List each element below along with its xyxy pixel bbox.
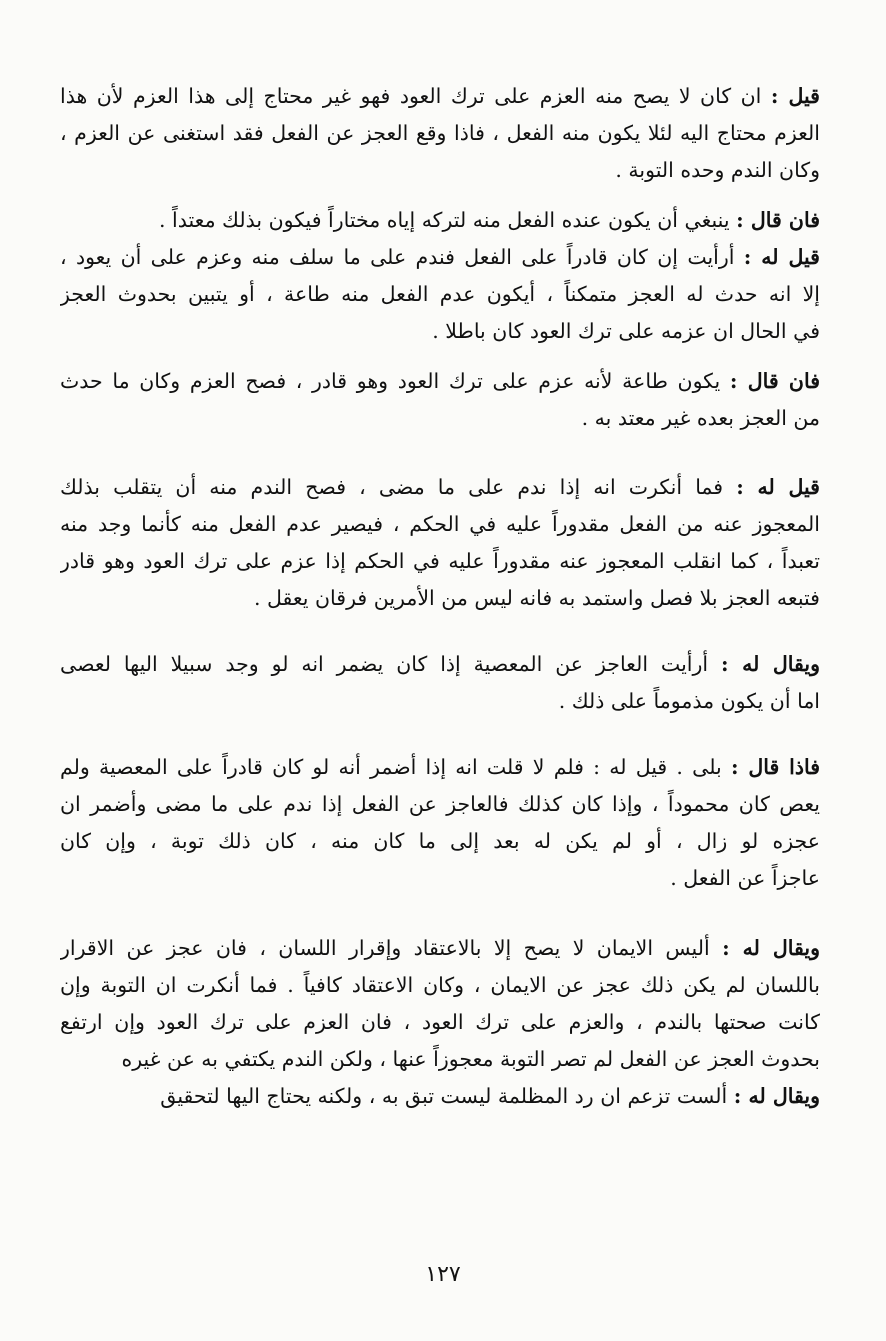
line-text: من العجز بعده غير معتد به . — [581, 406, 820, 430]
text-line — [60, 823, 820, 860]
text-line — [60, 1041, 820, 1078]
line-text: أرأيت إن كان قادراً على الفعل فندم على ما سلف منه وعزم على أن يعود ، — [60, 245, 735, 269]
text-line — [60, 469, 820, 506]
line-text: بحدوث العجز عن الفعل لم تصر التوبة معجوزاً عنها ، ولكن الندم يكتفي به عن غيره — [121, 1047, 820, 1071]
paragraph — [60, 646, 820, 720]
line-text: عاجزاً عن الفعل . — [670, 866, 820, 890]
line-text: ان كان لا يصح منه العزم على ترك العود فهو غير محتاج إلى هذا العزم لأن هذا — [60, 84, 762, 108]
text-line — [60, 860, 820, 897]
text-line — [60, 786, 820, 823]
text-line — [60, 749, 820, 786]
line-text: ينبغي أن يكون عنده الفعل منه لتركه إياه مختاراً فيكون بذلك معتداً . — [159, 208, 730, 232]
text-line — [60, 930, 820, 967]
line-text: أليس الايمان لا يصح إلا بالاعتقاد وإقرار اللسان ، فان عجز عن الاقرار — [60, 936, 710, 960]
text-line — [60, 580, 820, 617]
speaker-label: قيل له : — [736, 475, 820, 499]
paragraph — [60, 930, 820, 1078]
paragraph — [60, 1078, 820, 1115]
line-text: يكون طاعة لأنه عزم على ترك العود وهو قادر ، فصح العزم وكان ما حدث — [60, 369, 721, 393]
speaker-label: ويقال له : — [733, 1084, 820, 1108]
text-line — [60, 363, 820, 400]
speaker-label: قيل له : — [743, 245, 820, 269]
text-line — [60, 1004, 820, 1041]
line-text: فما أنكرت انه إذا ندم على ما مضى ، فصح الندم منه أن يتقلب بذلك — [60, 475, 724, 499]
line-text: فتبعه العجز بلا فصل واستمد به فانه ليس من الأمرين فرقان يعقل . — [253, 586, 820, 610]
text-line — [60, 646, 820, 683]
text-line — [60, 543, 820, 580]
speaker-label: قيل : — [770, 84, 820, 108]
line-text: باللسان لم يكن ذلك عجز عن الايمان ، وكان الاعتقاد كافياً . فما أنكرت ان التوبة وإن — [60, 973, 820, 997]
text-line — [60, 967, 820, 1004]
speaker-label: ويقال له : — [720, 652, 820, 676]
speaker-label: فان قال : — [729, 369, 820, 393]
line-text: يعص كان محموداً ، وإذا كان كذلك فالعاجز عن الفعل إذا ندم على ما مضى وأضمر ان — [60, 792, 820, 816]
text-line — [60, 683, 820, 720]
text-line — [60, 313, 820, 350]
body-text — [60, 78, 820, 1115]
line-text: المعجوز عنه من الفعل مقدوراً عليه في الحكم ، فيصير عدم الفعل منه كأنما وجد منه — [60, 512, 820, 536]
line-text: العزم محتاج اليه لئلا يكون منه الفعل ، فاذا وقع العجز عن الفعل فقد استغنى عن العزم ، — [60, 121, 820, 145]
text-line — [60, 78, 820, 115]
line-text: عجزه لو زال ، أو لم يكن له بعد إلى ما كان منه ، كان ذلك توبة ، وإن كان — [60, 829, 820, 853]
line-text: ألست تزعم ان رد المظلمة ليست تبق به ، ولكنه يحتاج اليها لتحقيق — [160, 1084, 728, 1108]
speaker-label: فاذا قال : — [730, 755, 820, 779]
line-text: بلى . قيل له : فلم لا قلت انه إذا أضمر أنه لو كان قادراً على المعصية ولم — [60, 755, 722, 779]
line-text: في الحال ان عزمه على ترك العود كان باطلا . — [432, 319, 820, 343]
text-line — [60, 239, 820, 276]
text-line — [60, 202, 820, 239]
line-text: إلا انه حدث له العجز متمكناً ، أيكون عدم الفعل منه طاعة ، أو يتبين بحدوث العجز — [60, 282, 820, 306]
paragraph — [60, 78, 820, 189]
line-text: اما أن يكون مذموماً على ذلك . — [558, 689, 820, 713]
text-line — [60, 506, 820, 543]
paragraph — [60, 239, 820, 350]
paragraph — [60, 469, 820, 617]
page-number: ١٢٧ — [425, 1262, 461, 1287]
paragraph — [60, 202, 820, 239]
text-line — [60, 276, 820, 313]
paragraph — [60, 363, 820, 437]
text-line — [60, 152, 820, 189]
line-text: وكان الندم وحده التوبة . — [615, 158, 820, 182]
text-line — [60, 115, 820, 152]
paragraph — [60, 749, 820, 897]
line-text: أرأيت العاجز عن المعصية إذا كان يضمر انه لو وجد سبيلا اليها لعصى — [60, 652, 709, 676]
speaker-label: ويقال له : — [722, 936, 820, 960]
line-text: تعبداً ، كما انقلب المعجوز عنه مقدوراً عليه في الحكم إذا عزم على ترك العود وهو قادر — [60, 549, 820, 573]
text-line — [60, 400, 820, 437]
speaker-label: فان قال : — [736, 208, 820, 232]
line-text: كانت صحتها بالندم ، والعزم على ترك العود ، فان العزم على ترك العود وإن ارتفع — [60, 1010, 820, 1034]
text-line — [60, 1078, 820, 1115]
